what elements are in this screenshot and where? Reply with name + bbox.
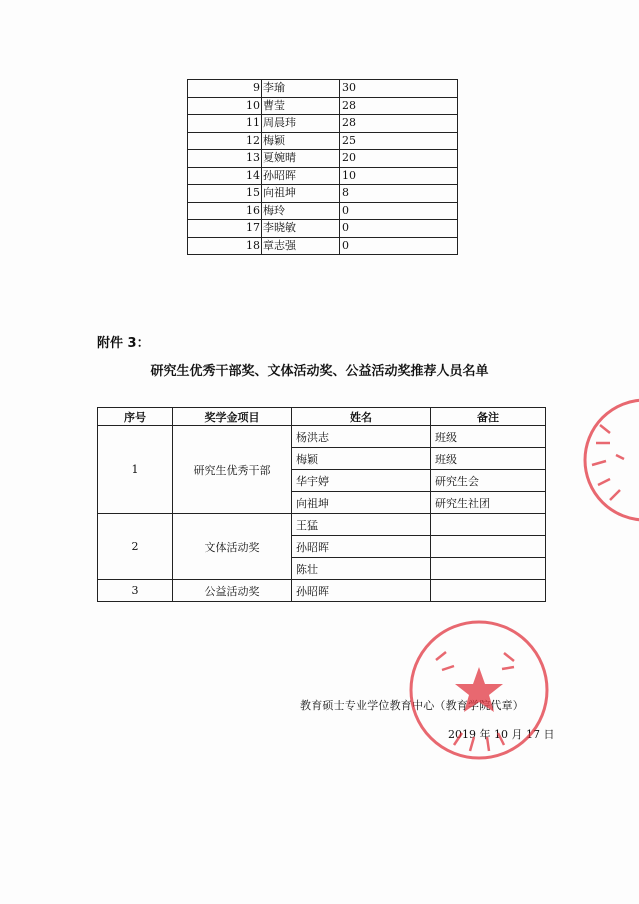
person-note (431, 580, 546, 602)
person-name: 杨洪志 (292, 426, 431, 448)
person-name: 孙昭晖 (292, 536, 431, 558)
row-number: 16 (188, 202, 262, 220)
row-name: 梅颖 (262, 132, 340, 150)
row-name: 夏婉晴 (262, 150, 340, 168)
person-name: 华宇婷 (292, 470, 431, 492)
row-number: 17 (188, 220, 262, 238)
row-name: 李晓敏 (262, 220, 340, 238)
row-score: 20 (340, 150, 458, 168)
person-note: 研究生会 (431, 470, 546, 492)
official-seal-stamp (404, 615, 554, 765)
person-name: 陈壮 (292, 558, 431, 580)
table-header-row (98, 408, 546, 426)
row-score: 0 (340, 202, 458, 220)
score-table-continued (187, 79, 458, 255)
row-score: 28 (340, 115, 458, 133)
row-name: 周晨玮 (262, 115, 340, 133)
row-name: 章志强 (262, 237, 340, 255)
table-row (188, 185, 458, 203)
header-note: 备注 (431, 408, 546, 426)
row-number: 9 (188, 80, 262, 98)
person-note (431, 514, 546, 536)
person-note: 班级 (431, 448, 546, 470)
person-note: 研究生社团 (431, 492, 546, 514)
row-number: 18 (188, 237, 262, 255)
table-row (98, 426, 546, 448)
person-note (431, 536, 546, 558)
person-note (431, 558, 546, 580)
row-score: 25 (340, 132, 458, 150)
row-name: 梅玲 (262, 202, 340, 220)
header-no: 序号 (98, 408, 173, 426)
row-score: 28 (340, 97, 458, 115)
signature-date: 2019 年 10 月 17 日 (448, 728, 555, 741)
group-number: 1 (98, 426, 173, 514)
person-name: 梅颖 (292, 448, 431, 470)
nominee-table (97, 407, 546, 602)
row-number: 13 (188, 150, 262, 168)
row-name: 向祖坤 (262, 185, 340, 203)
document-title: 研究生优秀干部奖、文体活动奖、公益活动奖推荐人员名单 (150, 364, 489, 379)
row-score: 8 (340, 185, 458, 203)
row-name: 李瑜 (262, 80, 340, 98)
row-score: 0 (340, 237, 458, 255)
row-number: 10 (188, 97, 262, 115)
partial-seal-stamp (580, 395, 639, 525)
group-award: 文体活动奖 (173, 514, 292, 580)
row-score: 30 (340, 80, 458, 98)
partial-seal-ring (585, 400, 639, 520)
table-row (98, 580, 546, 602)
person-name: 孙昭晖 (292, 580, 431, 602)
table-row (188, 202, 458, 220)
partial-seal-marks (592, 425, 624, 500)
header-award: 奖学金项目 (173, 408, 292, 426)
signature-line: 教育硕士专业学位教育中心（教育学院代章） (300, 699, 524, 712)
person-name: 向祖坤 (292, 492, 431, 514)
row-name: 曹莹 (262, 97, 340, 115)
row-number: 15 (188, 185, 262, 203)
attachment-heading: 附件 3： (97, 336, 150, 351)
row-number: 14 (188, 167, 262, 185)
table-row (188, 220, 458, 238)
header-name: 姓名 (292, 408, 431, 426)
row-number: 12 (188, 132, 262, 150)
person-note: 班级 (431, 426, 546, 448)
group-award: 研究生优秀干部 (173, 426, 292, 514)
row-score: 10 (340, 167, 458, 185)
row-name: 孙昭晖 (262, 167, 340, 185)
group-number: 3 (98, 580, 173, 602)
table-row (188, 167, 458, 185)
table-row (188, 150, 458, 168)
row-number: 11 (188, 115, 262, 133)
person-name: 王猛 (292, 514, 431, 536)
seal-star-icon (455, 667, 503, 712)
table-row (188, 97, 458, 115)
table-row (98, 514, 546, 536)
table-row (188, 115, 458, 133)
table-row (188, 237, 458, 255)
group-number: 2 (98, 514, 173, 580)
table-row (188, 80, 458, 98)
group-award: 公益活动奖 (173, 580, 292, 602)
row-score: 0 (340, 220, 458, 238)
table-row (188, 132, 458, 150)
